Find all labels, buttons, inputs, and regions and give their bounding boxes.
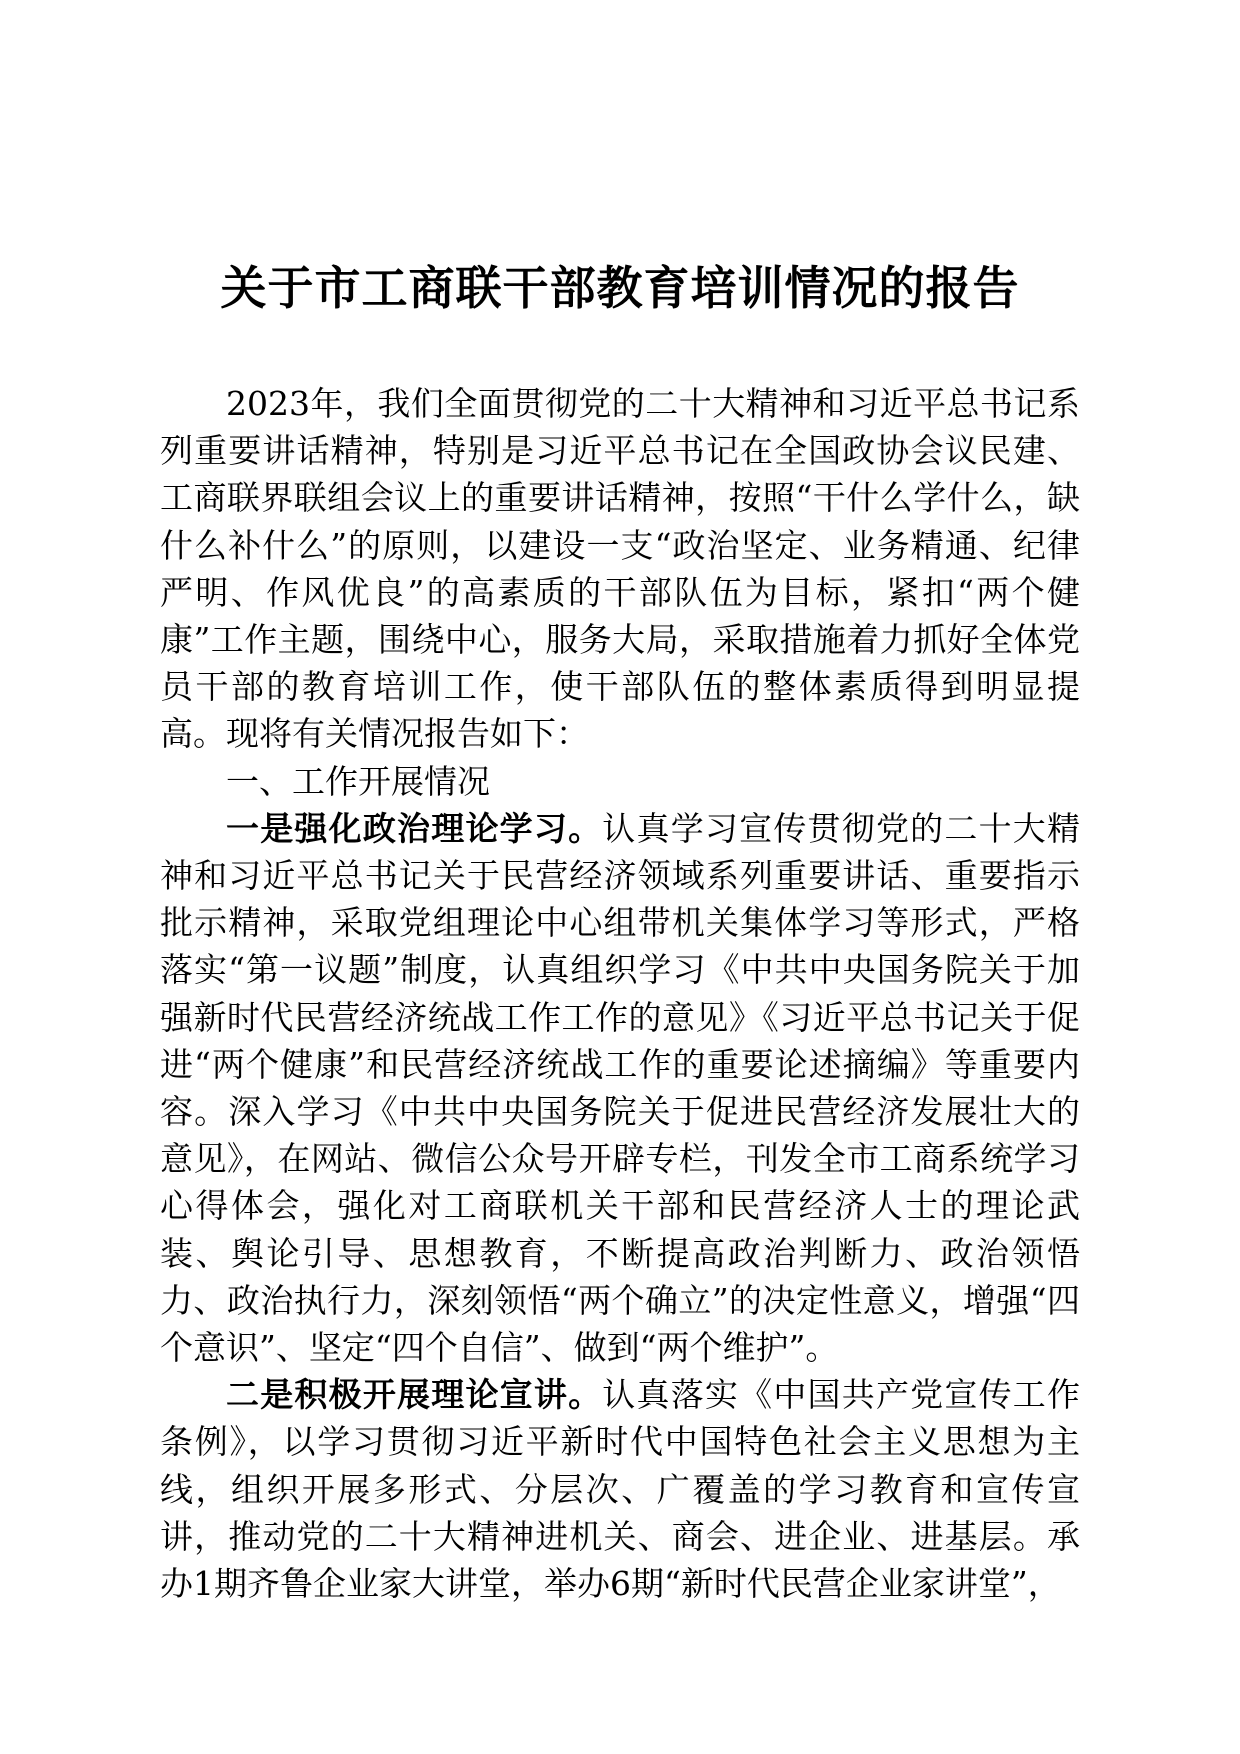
paragraph-text-political-theory-study: 认真学习宣传贯彻党的二十大精神和习近平总书记关于民营经济领域系列重要讲话、重要指示批示精神，采取党组理论中心组带机关集体学习等形式，严格落实“第一议题”制度，认真组织学习《中共中央国务院关于加强新时代民营经济统战工作工作的意见》《习近平总书记关于促进“两个健康”和民营经济统战工作的重要论述摘编》等重要内容。深入学习《中共中央国务院关于促进民营经济发展壮大的意见》，在网站、微信公众号开辟专栏，刊发全市工商系统学习心得体会，强化对工商联机关干部和民营经济人士的理论武装、舆论引导、思想教育，不断提高政治判断力、政治领悟力、政治执行力，深刻领悟“两个确立”的决定性意义，增强“四个意识”、坚定“四个自信”、做到“两个维护”。 — [160, 808, 1081, 1368]
section-heading-work-progress: 一、工作开展情况 — [226, 761, 490, 801]
paragraph-lead-political-theory-study: 一是强化政治理论学习。 — [226, 808, 603, 848]
document-body — [160, 380, 1080, 1607]
paragraph-political-theory-study — [160, 805, 1080, 1371]
paragraph-text-theory-lectures: 认真落实《中国共产党宣传工作条例》，以学习贯彻习近平新时代中国特色社会主义思想为主线，组织开展多形式、分层次、广覆盖的学习教育和宣传宣讲，推动党的二十大精神进机关、商会、进企业、进基层。承办1期齐鲁企业家大讲堂，举办6期“新时代民营企业家讲堂”， — [160, 1375, 1081, 1604]
paragraph-lead-theory-lectures: 二是积极开展理论宣讲。 — [226, 1375, 603, 1415]
intro-paragraph: 2023年，我们全面贯彻党的二十大精神和习近平总书记系列重要讲话精神，特别是习近平总书记在全国政协会议民建、工商联界联组会议上的重要讲话精神，按照“干什么学什么，缺什么补什么”的原则，以建设一支“政治坚定、业务精通、纪律严明、作风优良”的高素质的干部队伍为目标，紧扣“两个健康”工作主题，围绕中心，服务大局，采取措施着力抓好全体党员干部的教育培训工作，使干部队伍的整体素质得到明显提高。现将有关情况报告如下： — [160, 384, 1080, 754]
paragraph-theory-lectures — [160, 1371, 1080, 1607]
document-title: 关于市工商联干部教育培训情况的报告 — [220, 261, 1020, 315]
